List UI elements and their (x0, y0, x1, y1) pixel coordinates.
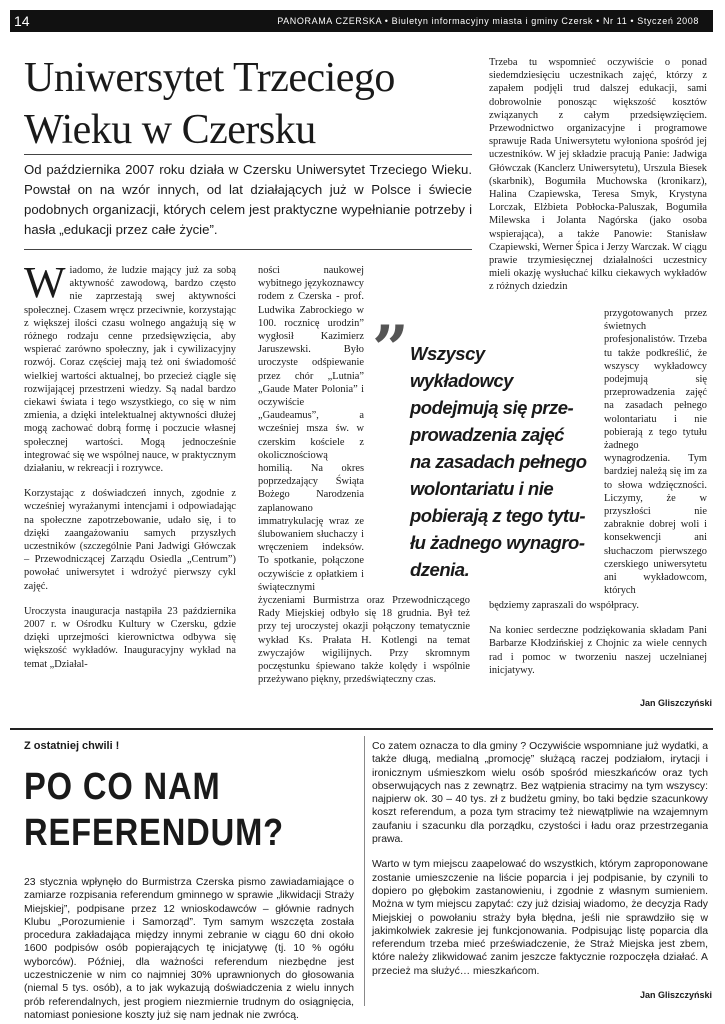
divider (24, 249, 472, 250)
article-title: Uniwersytet Trzeciego Wieku w Czersku (24, 55, 395, 153)
section-divider (10, 728, 713, 730)
article-column-3 (489, 56, 707, 294)
paragraph: Korzystając z doświadczeń innych, zgodnie z wcześniej wyrażanymi intencjami i odpowiadając na społeczne zapotrzebowanie, udało się, i to dzięki zaangażowaniu samych przyszłych uczestników (szczególnie Pani Jadwigi Główczak – Przewodniczącej Zarządu Osiedla „Centrum”) powołać uniwersytet i wdrożyć pierwszy cykl zajęć. (24, 488, 236, 592)
article-lead: Od października 2007 roku działa w Czersku Uniwersytet Trzeciego Wieku. Powstał on na wzór innych, od lat działających już w Polsce i świecie podobnych organizacji, których celem jest praktyczne wypełnianie potrzeby i hasła „edukacji przez całe życie”. (24, 162, 472, 237)
paragraph: będziemy zapraszali do współpracy. (489, 600, 639, 611)
paragraph: ności naukowej wybitnego językoznawcy rodem z Czerska - prof. Ludwika Zabrockiego w 100. rocznicę urodzin” wygłosił Kazimierz Jaruszewski. Było uroczyste odśpiewanie przez chór „Lutnia” „Gaude Mater Polonia” i oczywiście „Gaudeamus”, a wcześniej msza św. w czerskim kościele z okolicznościową homilią. Na okres poprzedzający Świąta Bożego Narodzenia zaplanowano immatrykulację wraz ze ślubowaniem słuchaczy i wręczeniem indeksów. To spotkanie, połączone oczywiście z opłatkiem i świątecznymi życzeniami Burmistrza oraz Przewodniczącego Rady Miejskiej odbyło się 18 grudnia. Był też przy tej uroczystej okazji połączony tematycznie wykład Ks. Prałata H. Kotlengi na temat zwyczajów wigilijnych. Przy skromnym poczęstunku śpiewano także kolędy i wspólnie przeżywano piękny, przedświąteczny czas. (258, 265, 470, 686)
author-signature: Jan Gliszczyński (640, 698, 713, 708)
paragraph: Warto w tym miejscu zaapelować do wszystkich, którym zaproponowane zostanie umieszczenie na liście poparcia i jej podpisanie, by czynili to dopiero po głębokim zastanowieniu, i zgodnie z własnym sumieniem. Można w tym miejscu zapytać: czy już dzisiaj wiadomo, że decyzja Rady Miejskiej o powołaniu straży była błędna, jeśli nie sprawdziło się w jakimkolwiek zakresie jej funkcjonowania. Podpisując listę poparcia dla referendum trzeba mieć przeświadczenie, że Straż Miejska jest zbem, które należy zlikwidować zanim jeszcze faktycznie rozpoczęła działać. A przecież ma służyć… mieszkańcom. (372, 859, 708, 977)
paragraph-text: iadomo, że ludzie mający już za sobą aktywność zawodową, bardzo często nie zaprzestają swej aktywności społecznej. Czasem wręcz przeciwnie, korzystając z większej ilości czasu wolnego angażują się w różnego rodzaju cenne przedsięwzięcia, aby wspierać zarówno społeczny, jak i cywilizacyjny rozwój. Coraz częściej mają też oni świadomość wielkiej wartości aktualnej, bo przecież ciągle się rozwijającej przestrzeni wiedzy. Są nadal bardzo ciekawi świata i tego wszystkiego, co się w nim zmienia, a dzięki intelektualnej aktywności dłużej mogą zachować dobrą formę i poczucie własnej społecznej wartości. Mogą jednocześnie integrować się we wspólnej nauce, w praktycznym działaniu, w rekreacji i rozrywce. (24, 265, 236, 475)
author-signature-2: Jan Gliszczyński (640, 990, 713, 1000)
article-2-title-line-2: REFERENDUM? (24, 812, 285, 854)
article-column-3-narrow (604, 307, 707, 597)
publication-info: PANORAMA CZERSKA • Biuletyn informacyjny miasta i gminy Czersk • Nr 11 • Styczeń 2008 (277, 16, 699, 26)
article-2-title-line-1: PO CO NAM (24, 766, 221, 808)
article-2-left (24, 740, 354, 1022)
quote-mark-icon: ” (372, 312, 409, 387)
column-rule (364, 736, 365, 1006)
pullquote: Wszyscy wykładowcy podejmują się przeprowadzenia zajęć na zasadach pełnego wolontariatu i nie pobierają z tego tytułu żadnego wynagrodzenia. (410, 343, 587, 580)
article-2-right (372, 740, 708, 990)
paragraph (24, 258, 236, 475)
paragraph: Na koniec serdeczne podziękowania składam Pani Barbarze Kłodzińskiej z Chojnic za wiele cennych rad i pomoc w tworzeniu naszej uczelnianej inicjatywy. (489, 625, 707, 676)
paragraph: Trzeba tu wspomnieć oczywiście o ponad siedemdziesięciu uczestnikach zajęć, którzy z zapałem podjęli trud dalszej edukacji, sami dobrowolnie ponosząc większość kosztów związanych z całym przedsięwzięciem. Przewodnictwo organizacyjne i programowe sprawuje Rada Uniwersytetu wyłoniona spośród jej uczestników. W jej składzie pracują Panie: Jadwiga Główczak (Kanclerz Uniwersytetu), Urszula Biesek (skarbnik), Bogumiła Muchowska (kronikarz), Halina Czapiewska, Teresa Smyk, Krystyna Lorczak, Elżbieta Pobłocka-Paluszak, Bogumiła Milewska i Jolanta Nagórska (jako osoba wspierająca), a także Panowie: Stanisław Czapiewski, Werner Śpica i Jerzy Warczak. W ciągu prawie trzymiesięcznej działalności uczestnicy mieli okazję wysłuchać kilku ciekawych wykładów z różnych dziedzin (489, 57, 707, 293)
paragraph: Co zatem oznacza to dla gminy ? Oczywiście wspomniane już wydatki, a także długą, medialną „promocję” służącą raczej podziałom, irytacji i ironicznym uśmieszkom wielu osób spośród mieszkańców oraz tych obserwujących nas z zewnątrz. Bez wątpienia stracimy na tym wszyscy: najpierw ok. 30 – 40 tys. zł z budżetu gminy, bo taki będzie szacunkowy koszt referendum, a poza tym stracimy też niewątpliwie na wzajemnym zaufaniu i szacunku dla porządku, czystości i ładu oraz przestrzegania prawa. (372, 741, 708, 846)
divider (24, 154, 472, 155)
paragraph: Uroczysta inauguracja nastąpiła 23 października 2007 r. w Ośrodku Kultury w Czersku, gdzie dzięki uprzejmości kierownictwa odbywa się większość wykładów. Inauguracyjny wykład na temat „Działal- (24, 605, 236, 670)
paragraph: przygotowanych przez świetnych profesjonalistów. Trzeba tu także podkreślić, że wszyscy wykładowcy podejmują się przeprowadzenia zajęć na zasadach pełnego wolontariatu i nie pobierają z tego tytułu żadnego wynagrodzenia. Tym bardziej należą się im za to słowa wdzięczności. Liczymy, że w przyszłości nie zabraknie dobrej woli i konsekwencji ani słuchaczom pierwszego czerskiego uniwersytetu ani wykładowcom, których (604, 308, 707, 597)
article-column-3-end (489, 599, 707, 689)
kicker: Z ostatniej chwili ! (24, 740, 120, 752)
page-number: 14 (14, 13, 30, 29)
article-column-1 (24, 258, 236, 683)
article-2-body-left: 23 stycznia wpłynęło do Burmistrza Czerska pismo zawiadamiające o zamiarze rozpisania referendum gminnego w sprawie „likwidacji Straży Miejskiej”, podpisane przez 12 wnioskodawców – głównie radnych Klubu „Porozumienie i Samorząd”. Tym samym wszczęta została procedura zakładająca między innymi zebranie w ciągu 60 dni około 1600 podpisów osób popierających tę inicjatywę (tj. 10 % ogółu wyborców). Później, dla ważności referendum niezbędne jest uczestniczenie w nim co najmniej 30% uprawnionych do głosowania (niemal 5 tys. osób), a to jak wykazują doświadczenia z wielu innych prób referendalnych, jest progiem niezmiernie trudnym do osiągnięcia, natomiast poniesione koszty już się nam jednak nie zwrócą. (24, 877, 354, 1021)
drop-cap: W (24, 258, 66, 307)
